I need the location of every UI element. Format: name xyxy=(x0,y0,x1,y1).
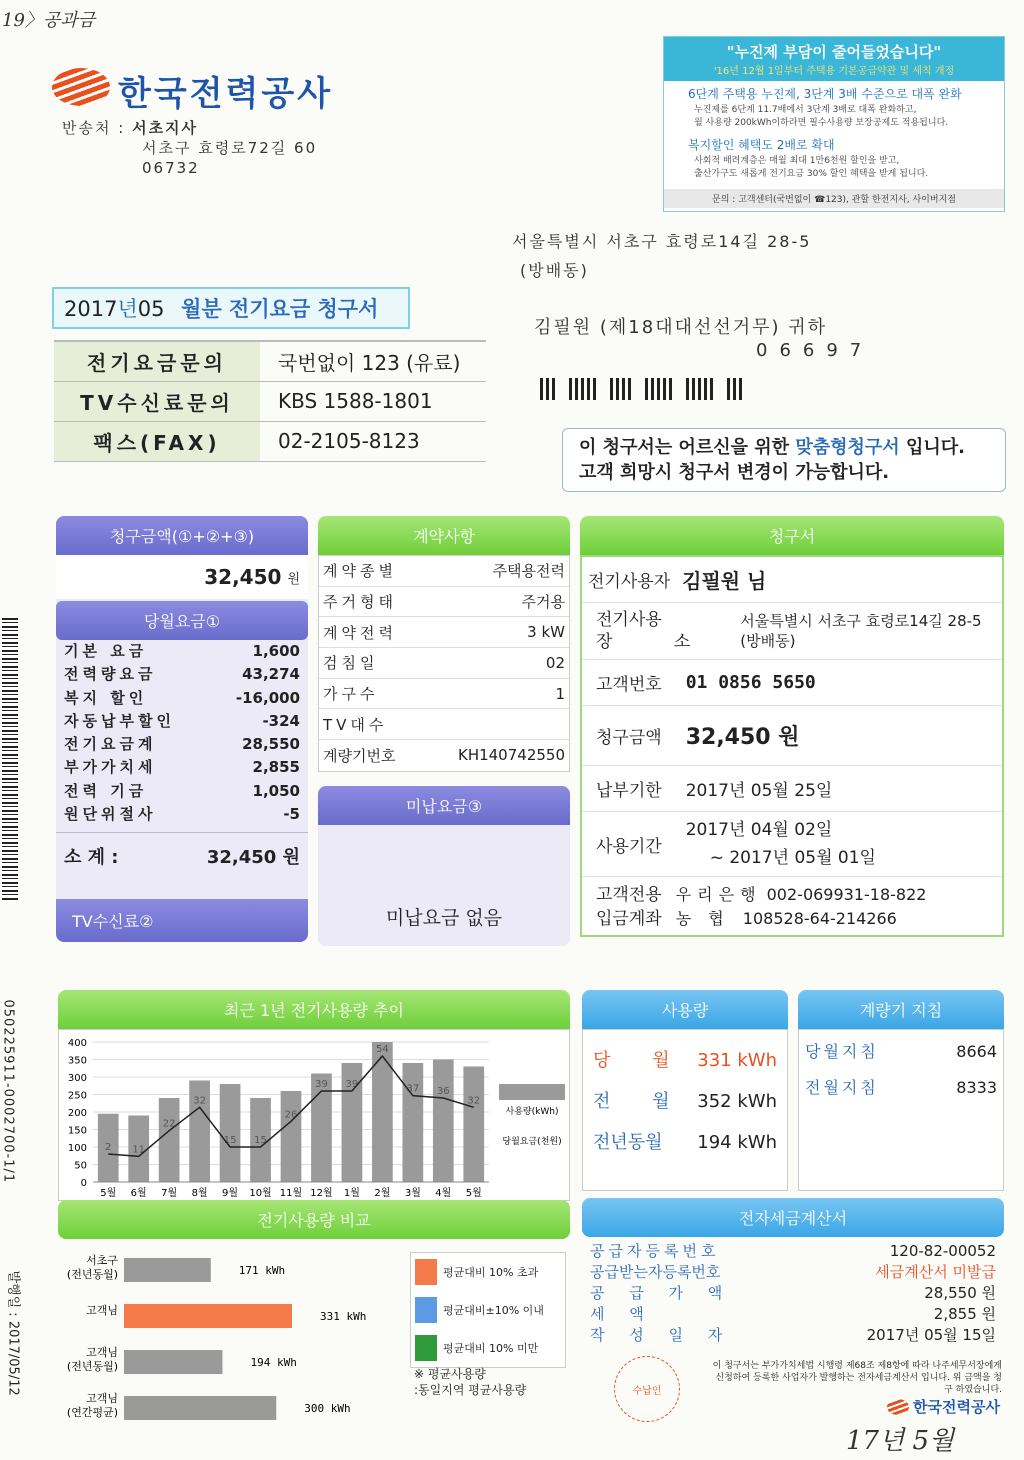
fee-label: 기본 요금 xyxy=(64,642,148,660)
tax-label: 공급자등록번호 xyxy=(590,1242,720,1260)
x-tick-label: 8월 xyxy=(191,1188,208,1199)
usage-bar xyxy=(433,1060,454,1183)
y-tick-label: 250 xyxy=(67,1090,87,1102)
footer-company-name: 한국전력공사 xyxy=(913,1398,1000,1416)
recipient-postal: 06697 xyxy=(756,340,874,361)
tax-label: 공 급 가 액 xyxy=(590,1284,733,1302)
notice-header xyxy=(664,37,1004,81)
meter-row xyxy=(805,1070,997,1106)
advisory-line-1 xyxy=(579,435,989,460)
x-tick-label: 12월 xyxy=(310,1188,333,1199)
contact-value: KBS 1588-1801 xyxy=(260,381,486,421)
subtotal-label: 소 계 : xyxy=(64,847,119,869)
handwritten-note: 19〉공과금 xyxy=(2,10,96,31)
invoice-user-value: 김필원 님 xyxy=(682,569,767,593)
notice-line: 누진제를 6단계 11.7배에서 3단계 3배로 대폭 완화하고, xyxy=(694,105,917,115)
comparison-note xyxy=(414,1366,526,1398)
contract-row xyxy=(319,740,569,771)
tax-value: 2,855 원 xyxy=(933,1305,996,1323)
amount-value: 32,450 원 xyxy=(685,725,800,750)
usage-bar xyxy=(463,1067,484,1183)
fee-item xyxy=(64,687,300,710)
contract-panel xyxy=(318,516,570,942)
fee-label: 26 xyxy=(284,1109,298,1121)
recipient-dong: (방배동) xyxy=(520,261,589,280)
comparison-bar xyxy=(124,1304,292,1328)
handwritten-note-bottom: 17년 5월 xyxy=(846,1426,955,1456)
x-tick-label: 1월 xyxy=(343,1188,360,1199)
tax-label: 세 액 xyxy=(590,1305,654,1323)
category-label: (전년동월) xyxy=(66,1268,118,1281)
invoice-user-row xyxy=(582,557,1002,603)
legend-usage-label: 사용량(kWh) xyxy=(505,1107,559,1117)
fee-label: 전력량요금 xyxy=(64,665,157,684)
account-number: 108528-64-214266 xyxy=(742,909,897,928)
legend-label: 평균대비 10% 미만 xyxy=(443,1342,539,1355)
fee-label: 37 xyxy=(406,1083,420,1095)
sender-branch: 서초지사 xyxy=(132,119,199,137)
notice-line: 출산가구도 새롭게 전기요금 30% 할인 혜택을 받게 됩니다. xyxy=(694,169,929,179)
notice-box xyxy=(663,36,1005,212)
recipient-address: 서울특별시 서초구 효령로14길 28-5 xyxy=(512,232,812,251)
invoice-header: 청구서 xyxy=(580,516,1004,555)
usage-label: 당 월 xyxy=(593,1050,688,1071)
fee-label: 22 xyxy=(162,1118,176,1130)
comparison-value: 331 kWh xyxy=(320,1310,367,1323)
comparison-bar xyxy=(124,1350,222,1374)
advisory-text: 이 청구서는 어르신을 위한 xyxy=(579,437,796,458)
footer-logo xyxy=(887,1396,1000,1417)
customer-no-value: 01 0856 5650 xyxy=(685,672,816,693)
contact-label: 전기요금문의 xyxy=(54,341,260,381)
sender-postal: 06732 xyxy=(142,159,200,177)
usage-bar xyxy=(159,1098,180,1182)
bill-title xyxy=(52,287,410,329)
note-line: ※ 평균사용량 xyxy=(414,1367,486,1381)
fee-item xyxy=(64,710,300,733)
invoice-customer-row xyxy=(582,660,1002,706)
fee-label: 부가가치세 xyxy=(64,758,157,777)
tax-header: 전자세금계산서 xyxy=(582,1198,1004,1237)
comparison-chart xyxy=(58,1244,398,1444)
comparison-value: 300 kWh xyxy=(304,1402,351,1415)
tax-rows xyxy=(582,1237,1004,1350)
account-line xyxy=(676,883,927,907)
fee-value: 28,550 xyxy=(242,735,300,754)
kepco-small-logo-icon xyxy=(887,1399,909,1415)
contract-value: KH140742550 xyxy=(457,746,565,765)
note-line: :동일지역 평균사용량 xyxy=(414,1383,527,1397)
contract-row xyxy=(319,617,569,648)
legend-swatch xyxy=(415,1297,437,1323)
y-tick-label: 200 xyxy=(67,1108,87,1119)
x-tick-label: 11월 xyxy=(279,1188,303,1199)
contact-value: 국번없이 123 (유료) xyxy=(260,341,486,381)
category-label: (연간평균) xyxy=(66,1406,118,1419)
legend-fee-label: 당월요금(천원) xyxy=(502,1137,562,1147)
amount-label: 청구금액 xyxy=(596,728,662,748)
contract-row xyxy=(319,709,569,740)
tax-row xyxy=(590,1304,996,1325)
category-label: 고객님 xyxy=(86,1346,118,1359)
fee-label: 전기요금계 xyxy=(64,735,157,754)
contract-value: 3 kW xyxy=(527,623,565,642)
usage-panel xyxy=(582,990,788,1190)
account-bank: 농 협 xyxy=(675,909,730,928)
usage-value: 331 kWh xyxy=(697,1050,777,1071)
x-tick-label: 5월 xyxy=(100,1188,117,1199)
meter-label: 당월지침 xyxy=(805,1042,879,1061)
contact-value: 02-2105-8123 xyxy=(260,421,486,461)
contract-label: 가구수 xyxy=(323,685,379,704)
comparison-legend xyxy=(410,1252,566,1368)
bill-year: 2017 xyxy=(64,297,118,321)
kepco-logo-icon xyxy=(52,68,110,106)
x-tick-label: 3월 xyxy=(404,1188,421,1199)
category-label: 고객님 xyxy=(86,1392,118,1405)
y-tick-label: 0 xyxy=(80,1178,87,1189)
fee-value: 1,600 xyxy=(252,642,300,660)
advisory-highlight: 맞춤형청구서 xyxy=(795,437,900,458)
category-label: (전년동월) xyxy=(66,1360,118,1373)
fee-item xyxy=(64,733,300,756)
sender-block xyxy=(62,118,317,178)
invoice-place-value: (방배동) xyxy=(740,632,796,650)
tax-row xyxy=(590,1241,996,1262)
sender-label: 반송처 : xyxy=(62,119,126,137)
tv-fee-header: TV수신료② xyxy=(56,899,308,942)
fee-value: 2,855 xyxy=(252,758,300,777)
meter-label: 전월지침 xyxy=(805,1078,879,1097)
fee-label: 32 xyxy=(467,1095,481,1107)
notice-footer: 문의 : 고객센터(국번없이 ☎123), 관할 한전지사, 사이버지점 xyxy=(664,189,1004,208)
tax-row xyxy=(590,1283,996,1304)
contract-label: 주거형태 xyxy=(323,593,397,612)
fee-label: 54 xyxy=(376,1044,389,1055)
stamp-text: 수납인 xyxy=(632,1385,662,1397)
subtotal-row xyxy=(56,832,308,879)
invoice-place-label: 장 소 xyxy=(596,632,719,652)
contact-label: 팩스(FAX) xyxy=(54,421,260,461)
side-date: 발행일 : 2017/05/12 xyxy=(5,1270,21,1396)
side-barcode xyxy=(2,618,18,900)
x-tick-label: 7월 xyxy=(161,1188,178,1199)
legend-label: 평균대비±10% 이내 xyxy=(443,1304,544,1317)
notice-block-2-head: 복지할인 혜택도 2배로 확대 xyxy=(688,138,835,152)
unpaid-text: 미납요금 없음 xyxy=(385,906,503,929)
y-tick-label: 350 xyxy=(67,1055,87,1067)
invoice-place-label: 전기사용 xyxy=(596,610,662,630)
tax-note: 이 청구서는 부가가치세법 시행령 제68조 제8항에 따라 나주세무서장에게 신청하여 등록한 사업자가 발행하는 전자세금계산서 입니다. 위 금액을 청구 하였습니다. xyxy=(712,1361,1002,1395)
due-label: 납부기한 xyxy=(596,781,662,801)
x-tick-label: 10월 xyxy=(249,1188,272,1199)
trend-chart-title: 최근 1년 전기사용량 추이 xyxy=(58,990,570,1029)
fee-label: 39 xyxy=(315,1079,328,1090)
comparison-title: 전기사용량 비교 xyxy=(58,1200,570,1239)
contract-row xyxy=(319,648,569,679)
comparison-bar xyxy=(124,1258,211,1282)
notice-block-1-head: 6단계 주택용 누진제, 3단계 3배 수준으로 대폭 완화 xyxy=(688,87,962,101)
comparison-value: 171 kWh xyxy=(238,1264,286,1277)
usage-value: 194 kWh xyxy=(697,1132,777,1153)
invoice-account-row xyxy=(582,877,1002,937)
category-label: 고객님 xyxy=(86,1304,118,1317)
fee-label: 15 xyxy=(254,1135,267,1146)
comparison-value: 194 kWh xyxy=(250,1356,297,1369)
trend-chart-panel xyxy=(58,990,570,1200)
trend-chart xyxy=(58,1029,570,1201)
contract-value: 주택용전력 xyxy=(492,562,565,581)
postal-barcode xyxy=(540,378,742,400)
contract-value: 주거용 xyxy=(521,593,565,612)
meter-header: 계량기 지침 xyxy=(798,990,1004,1029)
period-from: 2017년 04월 02일 xyxy=(685,820,833,840)
contract-row xyxy=(319,679,569,710)
fee-label: 36 xyxy=(436,1086,450,1097)
contact-row xyxy=(54,381,486,421)
tax-panel xyxy=(582,1198,1004,1448)
advisory-box xyxy=(562,428,1006,492)
meter-value: 8664 xyxy=(956,1042,997,1061)
invoice-body xyxy=(580,555,1004,937)
invoice-amount-row xyxy=(582,706,1002,766)
period-to: ~ 2017년 05월 01일 xyxy=(709,848,876,868)
meter-row xyxy=(805,1034,997,1070)
usage-bar xyxy=(402,1063,423,1182)
tax-value: 28,550 원 xyxy=(924,1284,996,1302)
usage-row xyxy=(593,1081,777,1122)
fee-value: 1,050 xyxy=(252,781,300,800)
contract-label: 계약종별 xyxy=(323,562,397,581)
comparison-bar xyxy=(124,1396,276,1420)
usage-bar xyxy=(372,1042,393,1182)
billing-header: 청구금액(①+②+③) xyxy=(56,516,308,555)
usage-label: 전년동월 xyxy=(593,1132,663,1153)
fee-items xyxy=(56,640,308,826)
tax-label: 작 성 일 자 xyxy=(590,1326,733,1344)
legend-item xyxy=(411,1291,565,1329)
fee-label: 39 xyxy=(345,1079,359,1090)
fee-item xyxy=(64,756,300,779)
y-tick-label: 150 xyxy=(67,1125,87,1137)
fee-value: 43,274 xyxy=(242,665,300,684)
account-bank: 우리은행 xyxy=(675,885,762,904)
contract-label: 계약전력 xyxy=(323,623,397,642)
fee-label: 15 xyxy=(223,1135,237,1146)
side-code: 050225911-0002700-1/1 xyxy=(0,999,16,1184)
legend-label: 평균대비 10% 초과 xyxy=(443,1266,539,1279)
legend-item xyxy=(411,1329,565,1367)
contact-row xyxy=(54,421,486,461)
advisory-line-2: 고객 희망시 청구서 변경이 가능합니다. xyxy=(579,462,890,483)
account-label: 입금계좌 xyxy=(596,909,662,929)
y-tick-label: 400 xyxy=(67,1038,87,1049)
contract-header: 계약사항 xyxy=(318,516,570,555)
invoice-panel xyxy=(580,516,1004,942)
fee-label: 11 xyxy=(132,1144,146,1156)
bill-month: 05 xyxy=(137,297,165,321)
usage-body xyxy=(582,1029,788,1191)
category-label: 서초구 xyxy=(86,1254,118,1267)
contract-row xyxy=(319,556,569,587)
tax-value: 2017년 05월 15일 xyxy=(866,1326,996,1344)
fee-item xyxy=(64,640,300,663)
contract-label: TV대수 xyxy=(323,715,388,734)
contract-table xyxy=(318,555,570,772)
tax-stamp xyxy=(614,1356,680,1422)
x-tick-label: 9월 xyxy=(222,1188,239,1199)
fee-value: -16,000 xyxy=(235,688,300,707)
period-label: 사용기간 xyxy=(596,836,662,857)
account-line xyxy=(676,907,927,931)
invoice-user-label: 전기사용자 xyxy=(588,572,671,592)
usage-row xyxy=(593,1122,777,1163)
contact-table xyxy=(54,340,486,462)
account-label: 고객전용 xyxy=(596,885,662,905)
fee-label: 2 xyxy=(105,1142,112,1153)
usage-header: 사용량 xyxy=(582,990,788,1029)
contract-label: 검침일 xyxy=(323,654,379,673)
legend-swatch xyxy=(415,1259,437,1285)
contract-row xyxy=(319,587,569,618)
fee-label: 전력 기금 xyxy=(64,781,148,800)
tax-row xyxy=(590,1325,996,1346)
bill-year-suffix: 년 xyxy=(117,297,138,321)
fee-value: -5 xyxy=(283,805,300,824)
contract-value: 1 xyxy=(555,684,565,703)
legend-swatch xyxy=(415,1335,437,1361)
x-tick-label: 6월 xyxy=(130,1188,147,1199)
advisory-text: 입니다. xyxy=(899,437,965,458)
fee-label: 원단위절사 xyxy=(64,805,157,824)
usage-bar xyxy=(220,1084,241,1182)
notice-block-2 xyxy=(664,132,1004,183)
tax-row xyxy=(590,1262,996,1283)
tax-value: 120-82-00052 xyxy=(889,1242,996,1260)
y-tick-label: 50 xyxy=(74,1160,87,1172)
invoice-period-row xyxy=(582,812,1002,877)
billing-total-row xyxy=(56,555,308,599)
usage-bar xyxy=(281,1091,302,1182)
invoice-place-value: 서울특별시 서초구 효령로14길 28-5 xyxy=(740,612,982,630)
x-tick-label: 2월 xyxy=(374,1188,391,1199)
meter-value: 8333 xyxy=(956,1078,997,1097)
fee-item xyxy=(64,780,300,803)
sender-address: 서초구 효령로72길 60 xyxy=(142,139,318,157)
fee-label: 복지 할인 xyxy=(64,688,148,707)
fee-value: -324 xyxy=(262,711,300,730)
contact-label: TV수신료문의 xyxy=(54,381,260,421)
invoice-place-row xyxy=(582,603,1002,660)
invoice-due-row xyxy=(582,766,1002,812)
unpaid-panel xyxy=(318,786,570,946)
legend-usage-swatch xyxy=(499,1084,565,1100)
notice-headline: "누진제 부담이 줄어들었습니다" xyxy=(726,43,942,61)
tax-value: 세금계산서 미발급 xyxy=(875,1263,996,1281)
contract-label: 계량기번호 xyxy=(323,746,396,765)
contact-row xyxy=(54,341,486,381)
usage-row xyxy=(593,1040,777,1081)
y-tick-label: 300 xyxy=(67,1073,87,1084)
recipient-name: 김필원 (제18대대선선거무) 귀하 xyxy=(534,317,828,338)
bill-title-text: 월분 전기요금 청구서 xyxy=(181,297,379,321)
legend-item xyxy=(411,1253,565,1291)
fee-label: 자동납부할인 xyxy=(64,711,175,730)
unpaid-header: 미납요금③ xyxy=(318,786,570,825)
billing-won: 원 xyxy=(287,571,300,587)
notice-line: 월 사용량 200kWh이하라면 필수사용량 보장공제도 적용됩니다. xyxy=(694,118,949,128)
y-tick-label: 100 xyxy=(67,1143,87,1154)
usage-label: 전 월 xyxy=(593,1091,688,1112)
subtotal-value: 32,450 원 xyxy=(206,847,300,869)
customer-no-label: 고객번호 xyxy=(596,675,662,695)
billing-total: 32,450 xyxy=(204,565,282,589)
fee-label: 32 xyxy=(193,1095,206,1107)
notice-block-1 xyxy=(664,81,1004,132)
comparison-panel xyxy=(58,1200,570,1440)
contract-value: 02 xyxy=(545,653,565,672)
billing-panel xyxy=(56,516,308,942)
account-number: 002-069931-18-822 xyxy=(766,885,927,904)
fee-item xyxy=(64,663,300,686)
usage-value: 352 kWh xyxy=(697,1091,777,1112)
x-tick-label: 5월 xyxy=(465,1188,482,1199)
x-tick-label: 4월 xyxy=(435,1188,452,1199)
notice-subline: '16년 12월 1일부터 주택용 기본공급약관 및 세칙 개정 xyxy=(713,66,955,77)
fee-item xyxy=(64,803,300,826)
company-name: 한국전력공사 xyxy=(118,74,334,114)
meter-body xyxy=(798,1029,1004,1191)
notice-line: 사회적 배려계층은 매월 최대 1만6천원 할인을 받고, xyxy=(694,156,900,166)
meter-panel xyxy=(798,990,1004,1190)
due-value: 2017년 05월 25일 xyxy=(685,781,833,801)
monthly-fee-header: 당월요금① xyxy=(56,601,308,640)
tax-label: 공급받는자등록번호 xyxy=(590,1263,721,1281)
